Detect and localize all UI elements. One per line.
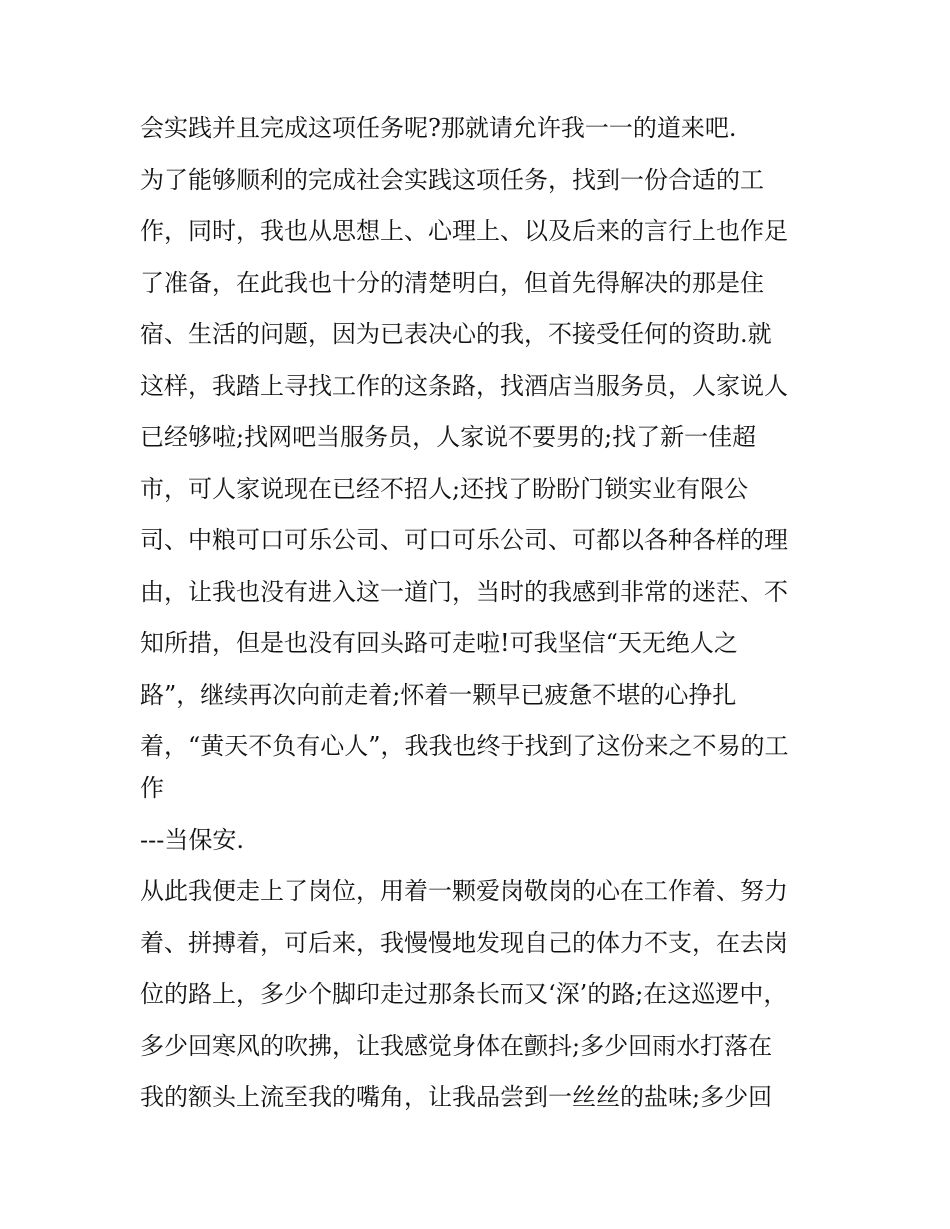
text-line: ---当保安. xyxy=(140,826,244,854)
text-line: 司、中粮可口可乐公司、可口可乐公司、可都以各种各样的理 xyxy=(140,526,788,554)
text-line: 我的额头上流至我的嘴角，让我品尝到一丝丝的盐味;多少回 xyxy=(140,1083,773,1111)
text-line: 已经够啦;找网吧当服务员，人家说不要男的;找了新一佳超 xyxy=(140,423,757,451)
text-line: 多少回寒风的吹拂，让我感觉身体在颤抖;多少回雨水打落在 xyxy=(140,1032,773,1060)
text-line: 作，同时，我也从思想上、心理上、以及后来的言行上也作足 xyxy=(140,217,788,245)
text-line: 市，可人家说现在已经不招人;还找了盼盼门锁实业有限公 xyxy=(140,475,749,503)
text-line: 着、拼搏着，可后来，我慢慢地发现自己的体力不支，在去岗 xyxy=(140,929,788,957)
text-line: 由，让我也没有进入这一道门，当时的我感到非常的迷茫、不 xyxy=(140,578,788,606)
text-line: 位的路上，多少个脚印走过那条长而又‘深’的路;在这巡逻中， xyxy=(140,980,788,1008)
text-line: 为了能够顺利的完成社会实践这项任务，找到一份合适的工 xyxy=(140,166,764,194)
text-line: 着，“黄天不负有心人”，我我也终于找到了这份来之不易的工 xyxy=(140,732,789,760)
text-line: 作 xyxy=(140,774,164,802)
text-line: 知所措，但是也没有回头路可走啦!可我坚信“天无绝人之 xyxy=(140,629,738,657)
text-line: 了准备，在此我也十分的清楚明白，但首先得解决的那是住 xyxy=(140,269,764,297)
text-line: 宿、生活的问题，因为已表决心的我，不接受任何的资助.就 xyxy=(140,320,772,348)
text-line: 从此我便走上了岗位，用着一颗爱岗敬岗的心在工作着、努力 xyxy=(140,877,788,905)
text-line: 这样，我踏上寻找工作的这条路，找酒店当服务员，人家说人 xyxy=(140,372,788,400)
text-line: 路”，继续再次向前走着;怀着一颗早已疲惫不堪的心挣扎 xyxy=(140,681,737,709)
text-line: 会实践并且完成这项任务呢?那就请允许我一一的道来吧. xyxy=(140,114,737,142)
